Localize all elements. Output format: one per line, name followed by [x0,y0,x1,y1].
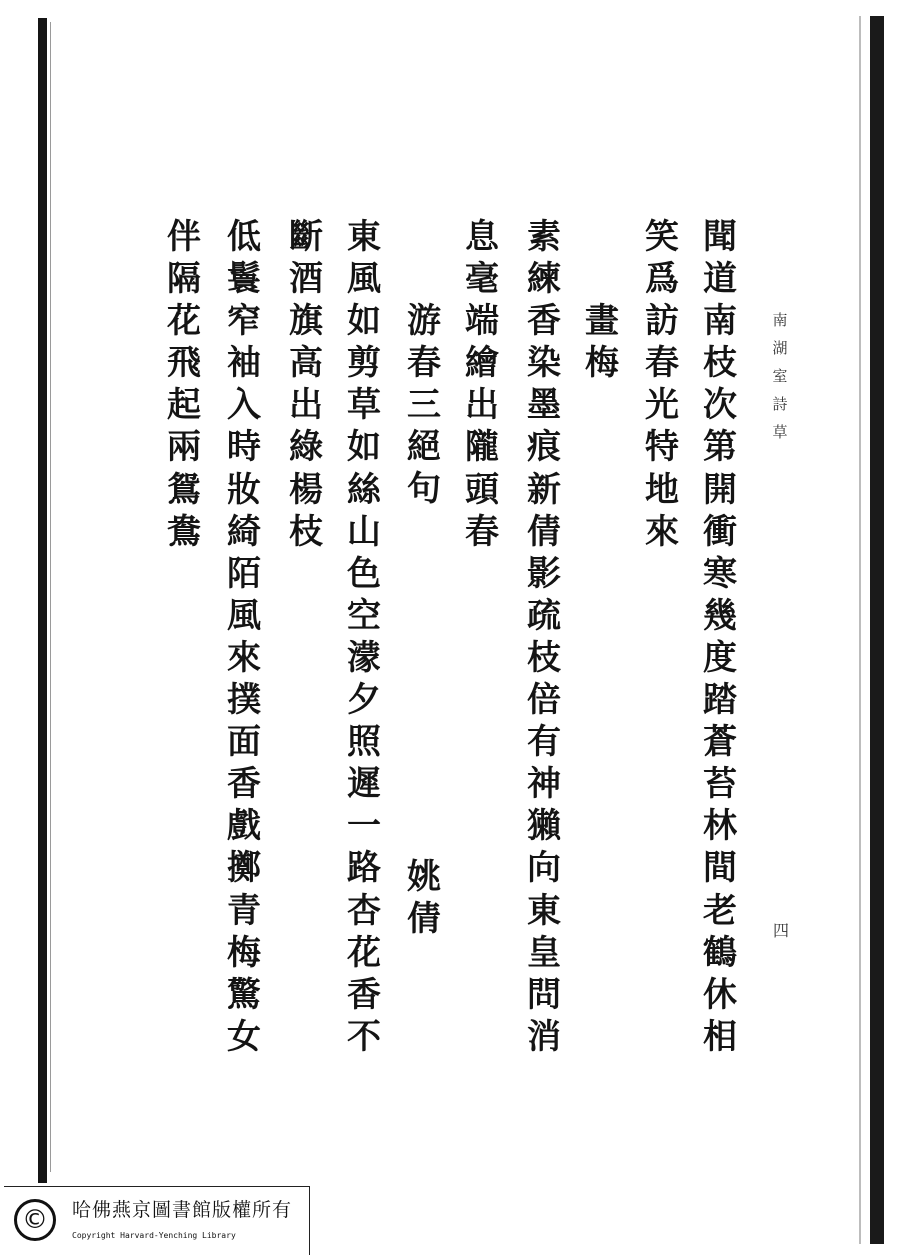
column-char: 驚 [227,974,261,1015]
column-char: 鴛 [167,469,201,510]
column-char: 頭 [465,469,499,510]
column-char: 息 [465,217,499,257]
column-char: 香 [227,764,261,805]
column-char: 來 [645,511,679,552]
column-char: 枝 [703,343,737,384]
column-char: 笑 [645,217,679,257]
column-char: 鴦 [167,511,201,552]
column-char: 練 [527,259,561,300]
column-char: 綺 [227,511,261,552]
running-header-title [766,306,794,446]
column-char: 姚 [407,857,441,897]
page-right-rule [859,16,861,1244]
column-char: 東 [347,217,381,257]
header-char: 草 [772,423,788,441]
column-char: 素 [527,217,561,257]
column-char: 倩 [527,511,561,552]
header-char: 詩 [772,395,788,413]
page-left-border [38,18,47,1183]
column-char: 畫 [585,301,619,341]
page-left-rule [50,22,51,1172]
column-char: 擲 [227,848,261,889]
column-char: 絲 [347,469,381,510]
column-char: 東 [527,890,561,931]
column-char: 楊 [289,469,323,510]
column-char: 疏 [527,595,561,636]
poem-title-you-chun [400,300,448,510]
header-char: 湖 [772,339,788,357]
column-char: 照 [347,722,381,763]
column-char: 隔 [167,259,201,300]
column-char: 一 [347,806,381,847]
column-char: 伴 [167,217,201,257]
column-char: 撲 [227,680,261,721]
text-column-poem1-line1 [696,216,744,1058]
column-char: 起 [167,385,201,426]
page-right-border [870,16,884,1244]
column-char: 爲 [645,259,679,300]
column-char: 間 [703,848,737,889]
column-char: 衝 [703,511,737,552]
column-char: 鶴 [703,932,737,973]
column-char: 影 [527,553,561,594]
column-char: 不 [347,1016,381,1057]
column-char: 訪 [645,301,679,342]
column-char: 有 [527,722,561,763]
column-char: 春 [407,343,441,384]
column-char: 出 [289,385,323,426]
copyright-icon: © [14,1199,56,1241]
column-char: 濛 [347,637,381,678]
column-char: 枝 [527,637,561,678]
column-char: 時 [227,427,261,468]
column-char: 三 [407,385,441,426]
column-char: 林 [703,806,737,847]
column-char: 句 [407,469,441,510]
column-char: 高 [289,343,323,384]
column-char: 妝 [227,469,261,510]
column-char: 剪 [347,343,381,384]
column-char: 春 [645,343,679,384]
column-char: 皇 [527,932,561,973]
column-char: 絕 [407,427,441,468]
column-char: 風 [227,595,261,636]
column-char: 梅 [227,932,261,973]
column-char: 第 [703,427,737,468]
column-char: 面 [227,722,261,763]
column-char: 道 [703,259,737,300]
column-char: 空 [347,595,381,636]
column-char: 袖 [227,343,261,384]
column-char: 相 [703,1016,737,1057]
column-char: 寒 [703,553,737,594]
text-column-poem3-line1 [340,216,388,1058]
poem-title-hua-mei [578,300,626,384]
column-char: 次 [703,385,737,426]
text-column-poem1-line2 [638,216,686,553]
column-char: 向 [527,848,561,889]
column-char: 地 [645,469,679,510]
column-char: 南 [703,301,737,342]
column-char: 墨 [527,385,561,426]
column-char: 斷 [289,217,323,257]
text-column-poem3-line2 [282,216,330,553]
column-char: 染 [527,343,561,384]
column-char: 如 [347,427,381,468]
column-char: 香 [347,974,381,1015]
column-char: 蒼 [703,722,737,763]
column-char: 旗 [289,301,323,342]
column-char: 鬟 [227,259,261,300]
column-char: 春 [465,511,499,552]
copyright-english-text: Copyright Harvard-Yenching Library [72,1231,236,1240]
column-char: 倩 [407,899,441,940]
header-char: 室 [772,367,788,385]
text-column-poem4-line2 [160,216,208,553]
column-char: 休 [703,974,737,1015]
column-char: 低 [227,217,261,257]
copyright-stamp [4,1186,310,1255]
column-char: 酒 [289,259,323,300]
column-char: 枝 [289,511,323,552]
column-char: 幾 [703,595,737,636]
column-char: 新 [527,469,561,510]
column-char: 香 [527,301,561,342]
column-char: 花 [167,301,201,342]
column-char: 青 [227,890,261,931]
column-char: 兩 [167,427,201,468]
column-char: 端 [465,301,499,342]
column-char: 陌 [227,553,261,594]
column-char: 遲 [347,764,381,805]
column-char: 問 [527,974,561,1015]
author-name [400,856,448,940]
column-char: 毫 [465,259,499,300]
column-char: 草 [347,385,381,426]
column-char: 花 [347,932,381,973]
column-char: 消 [527,1016,561,1057]
column-char: 繪 [465,343,499,384]
column-char: 神 [527,764,561,805]
column-char: 特 [645,427,679,468]
column-char: 度 [703,637,737,678]
column-char: 開 [703,469,737,510]
column-char: 獺 [527,806,561,847]
column-char: 戲 [227,806,261,847]
column-char: 綠 [289,427,323,468]
column-char: 出 [465,385,499,426]
column-char: 夕 [347,680,381,721]
column-char: 老 [703,890,737,931]
column-char: 路 [347,848,381,889]
copyright-chinese-text: 哈佛燕京圖書館版權所有 [72,1199,293,1221]
column-char: 隴 [465,427,499,468]
text-column-poem4-line1 [220,216,268,1058]
column-char: 聞 [703,217,737,257]
column-char: 光 [645,385,679,426]
column-char: 倍 [527,680,561,721]
column-char: 山 [347,511,381,552]
column-char: 如 [347,301,381,342]
column-char: 踏 [703,680,737,721]
column-char: 入 [227,385,261,426]
column-char: 飛 [167,343,201,384]
column-char: 梅 [585,343,619,384]
column-char: 苔 [703,764,737,805]
column-char: 游 [407,301,441,341]
text-column-poem2-line2 [458,216,506,553]
column-char: 風 [347,259,381,300]
column-char: 色 [347,553,381,594]
column-char: 杏 [347,890,381,931]
page-number: 四 [772,921,789,940]
column-char: 窄 [227,301,261,342]
column-char: 女 [227,1016,261,1057]
column-char: 痕 [527,427,561,468]
text-column-poem2-line1 [520,216,568,1058]
header-char: 南 [772,311,788,329]
column-char: 來 [227,637,261,678]
